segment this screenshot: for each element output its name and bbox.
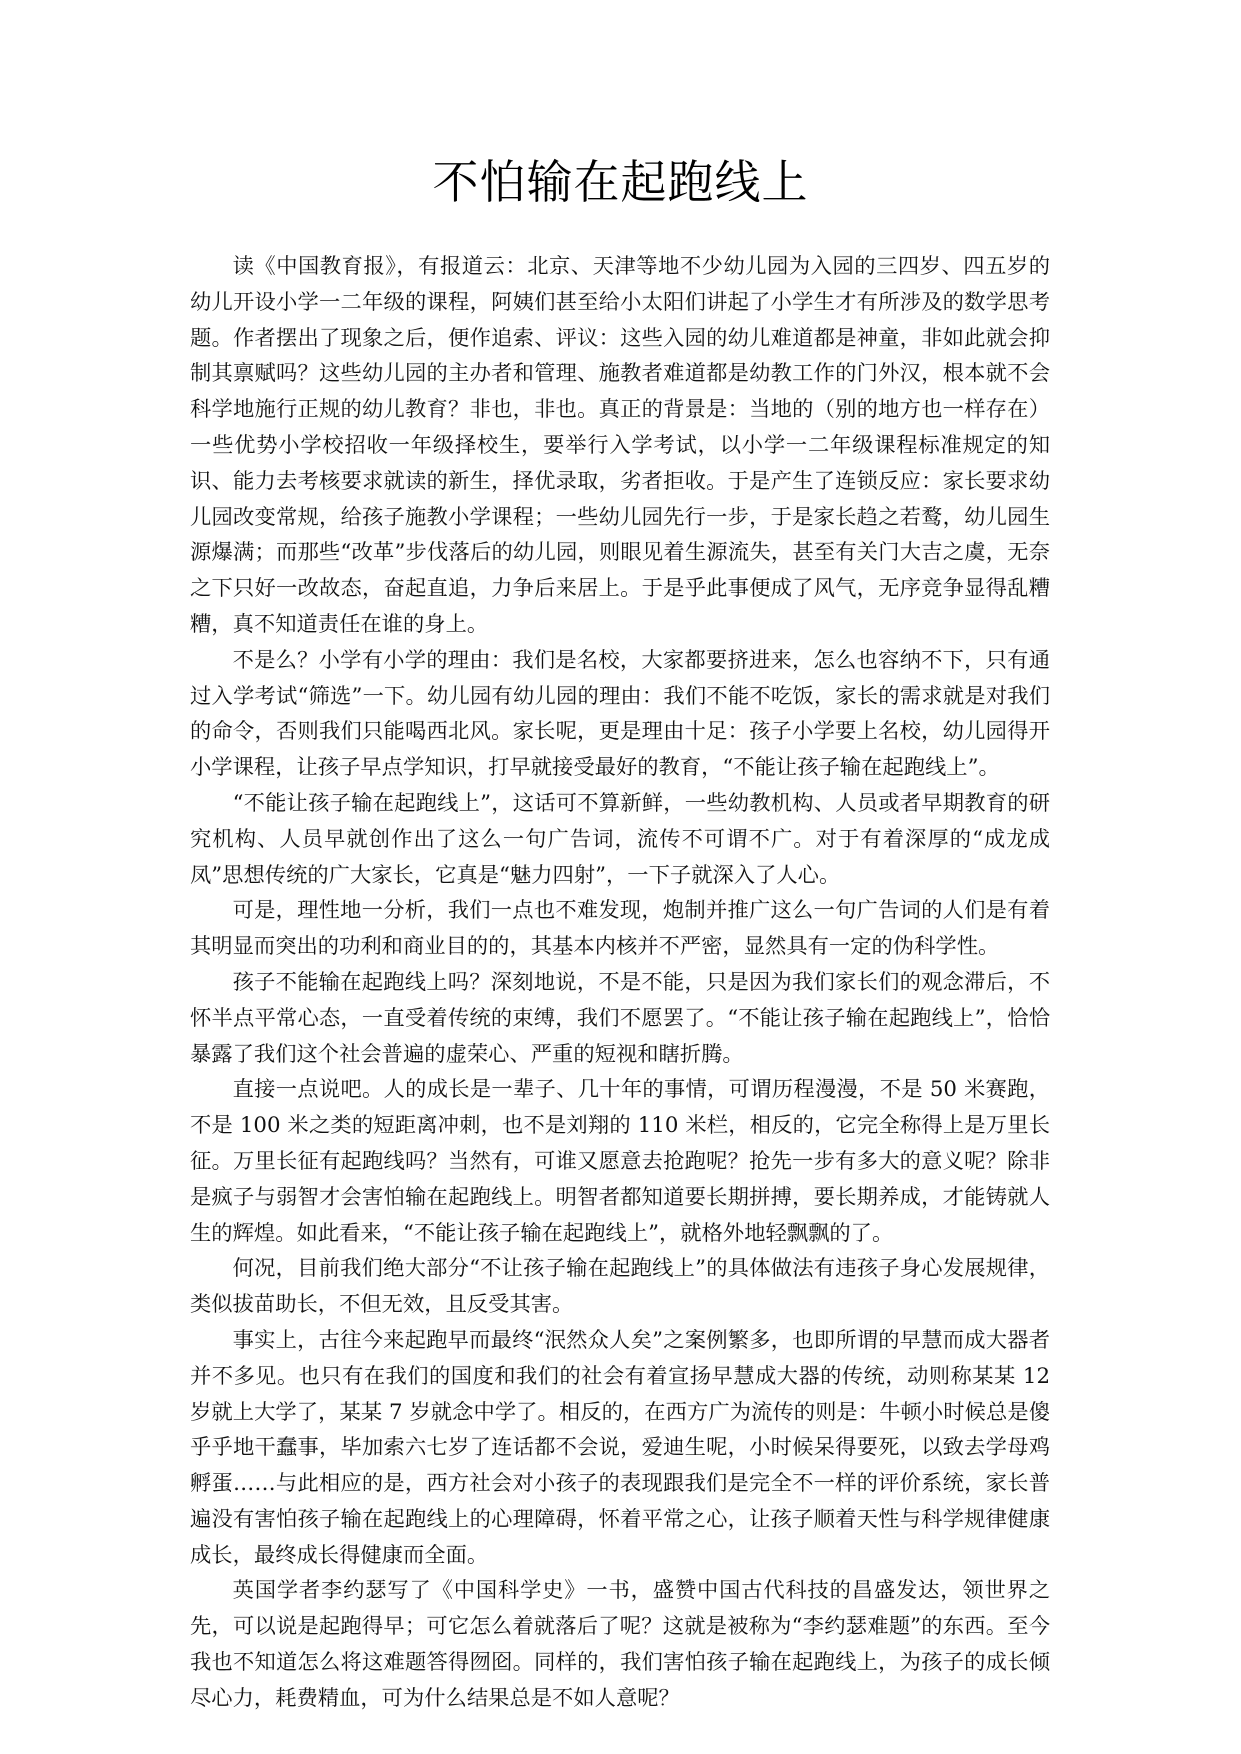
paragraph: 直接一点说吧。人的成长是一辈子、几十年的事情，可谓历程漫漫，不是 50 米赛跑，不是 100 米之类的短距离冲刺，也不是刘翔的 110 米栏，相反的，它完全称得上是万里长征。万里长征有起跑线吗？当然有，可谁又愿意去抢跑呢？抢先一步有多大的意义呢？除非是疯子与弱智才会害怕输在起跑线上。明智者都知道要长期拼搏，要长期养成，才能铸就人生的辉煌。如此看来，“不能让孩子输在起跑线上”，就格外地轻飘飘的了。 [190,1077,1050,1246]
paragraph: 不是么？小学有小学的理由：我们是名校，大家都要挤进来，怎么也容纳不下，只有通过入学考试“筛选”一下。幼儿园有幼儿园的理由：我们不能不吃饭，家长的需求就是对我们的命令，否则我们只能喝西北风。家长呢，更是理由十足：孩子小学要上名校，幼儿园得开小学课程，让孩子早点学知识，打早就接受最好的教育，“不能让孩子输在起跑线上”。 [190,647,1050,781]
paragraph: 英国学者李约瑟写了《中国科学史》一书，盛赞中国古代科技的昌盛发达，领世界之先，可以说是起跑得早；可它怎么着就落后了呢？这就是被称为“李约瑟难题”的东西。至今我也不知道怎么将这难题答得囫囵。同样的，我们害怕孩子输在起跑线上，为孩子的成长倾尽心力，耗费精血，可为什么结果总是不如人意呢？ [190,1578,1050,1711]
paragraph: 何况，目前我们绝大部分“不让孩子输在起跑线上”的具体做法有违孩子身心发展规律，类似拔苗助长，不但无效，且反受其害。 [190,1256,1050,1318]
paragraph: 事实上，古往今来起跑早而最终“泯然众人矣”之案例繁多，也即所谓的早慧而成大器者并不多见。也只有在我们的国度和我们的社会有着宣扬早慧成大器的传统，动则称某某 12 岁就上大学了，某某 7 岁就念中学了。相反的，在西方广为流传的则是：牛顿小时候总是傻乎乎地干蠢事，毕加索六七岁了连话都不会说，爱迪生呢，小时候呆得要死，以致去学母鸡孵蛋……与此相应的是，西方社会对小孩子的表现跟我们是完全不一样的评价系统，家长普遍没有害怕孩子输在起跑线上的心理障碍，怀着平常之心，让孩子顺着天性与科学规律健康成长，最终成长得健康而全面。 [190,1327,1050,1568]
paragraph: 可是，理性地一分析，我们一点也不难发现，炮制并推广这么一句广告词的人们是有着其明显而突出的功利和商业目的的，其基本内核并不严密，显然具有一定的伪科学性。 [190,898,1050,960]
paragraph: “不能让孩子输在起跑线上”，这话可不算新鲜，一些幼教机构、人员或者早期教育的研究机构、人员早就创作出了这么一句广告词，流传不可谓不广。对于有着深厚的“成龙成凤”思想传统的广大家长，它真是“魅力四射”，一下子就深入了人心。 [190,790,1050,888]
document-body [190,249,1050,1717]
paragraph: 读《中国教育报》，有报道云：北京、天津等地不少幼儿园为入园的三四岁、四五岁的幼儿开设小学一二年级的课程，阿姨们甚至给小太阳们讲起了小学生才有所涉及的数学思考题。作者摆出了现象之后，便作追索、评议：这些入园的幼儿难道都是神童，非如此就会抑制其禀赋吗？这些幼儿园的主办者和管理、施教者难道都是幼教工作的门外汉，根本就不会科学地施行正规的幼儿教育？非也，非也。真正的背景是：当地的（别的地方也一样存在）一些优势小学校招收一年级择校生，要举行入学考试，以小学一二年级课程标准规定的知识、能力去考核要求就读的新生，择优录取，劣者拒收。于是产生了连锁反应：家长要求幼儿园改变常规，给孩子施教小学课程；一些幼儿园先行一步，于是家长趋之若鹜，幼儿园生源爆满；而那些“改革”步伐落后的幼儿园，则眼见着生源流失，甚至有关门大吉之虞，无奈之下只好一改故态，奋起直追，力争后来居上。于是乎此事便成了风气，无序竞争显得乱糟糟，真不知道责任在谁的身上。 [190,254,1050,637]
document-title: 不怕输在起跑线上 [432,155,809,209]
paragraph: 孩子不能输在起跑线上吗？深刻地说，不是不能，只是因为我们家长们的观念滞后，不怀半点平常心态，一直受着传统的束缚，我们不愿罢了。“不能让孩子输在起跑线上”，恰恰暴露了我们这个社会普遍的虚荣心、严重的短视和瞎折腾。 [190,969,1050,1067]
